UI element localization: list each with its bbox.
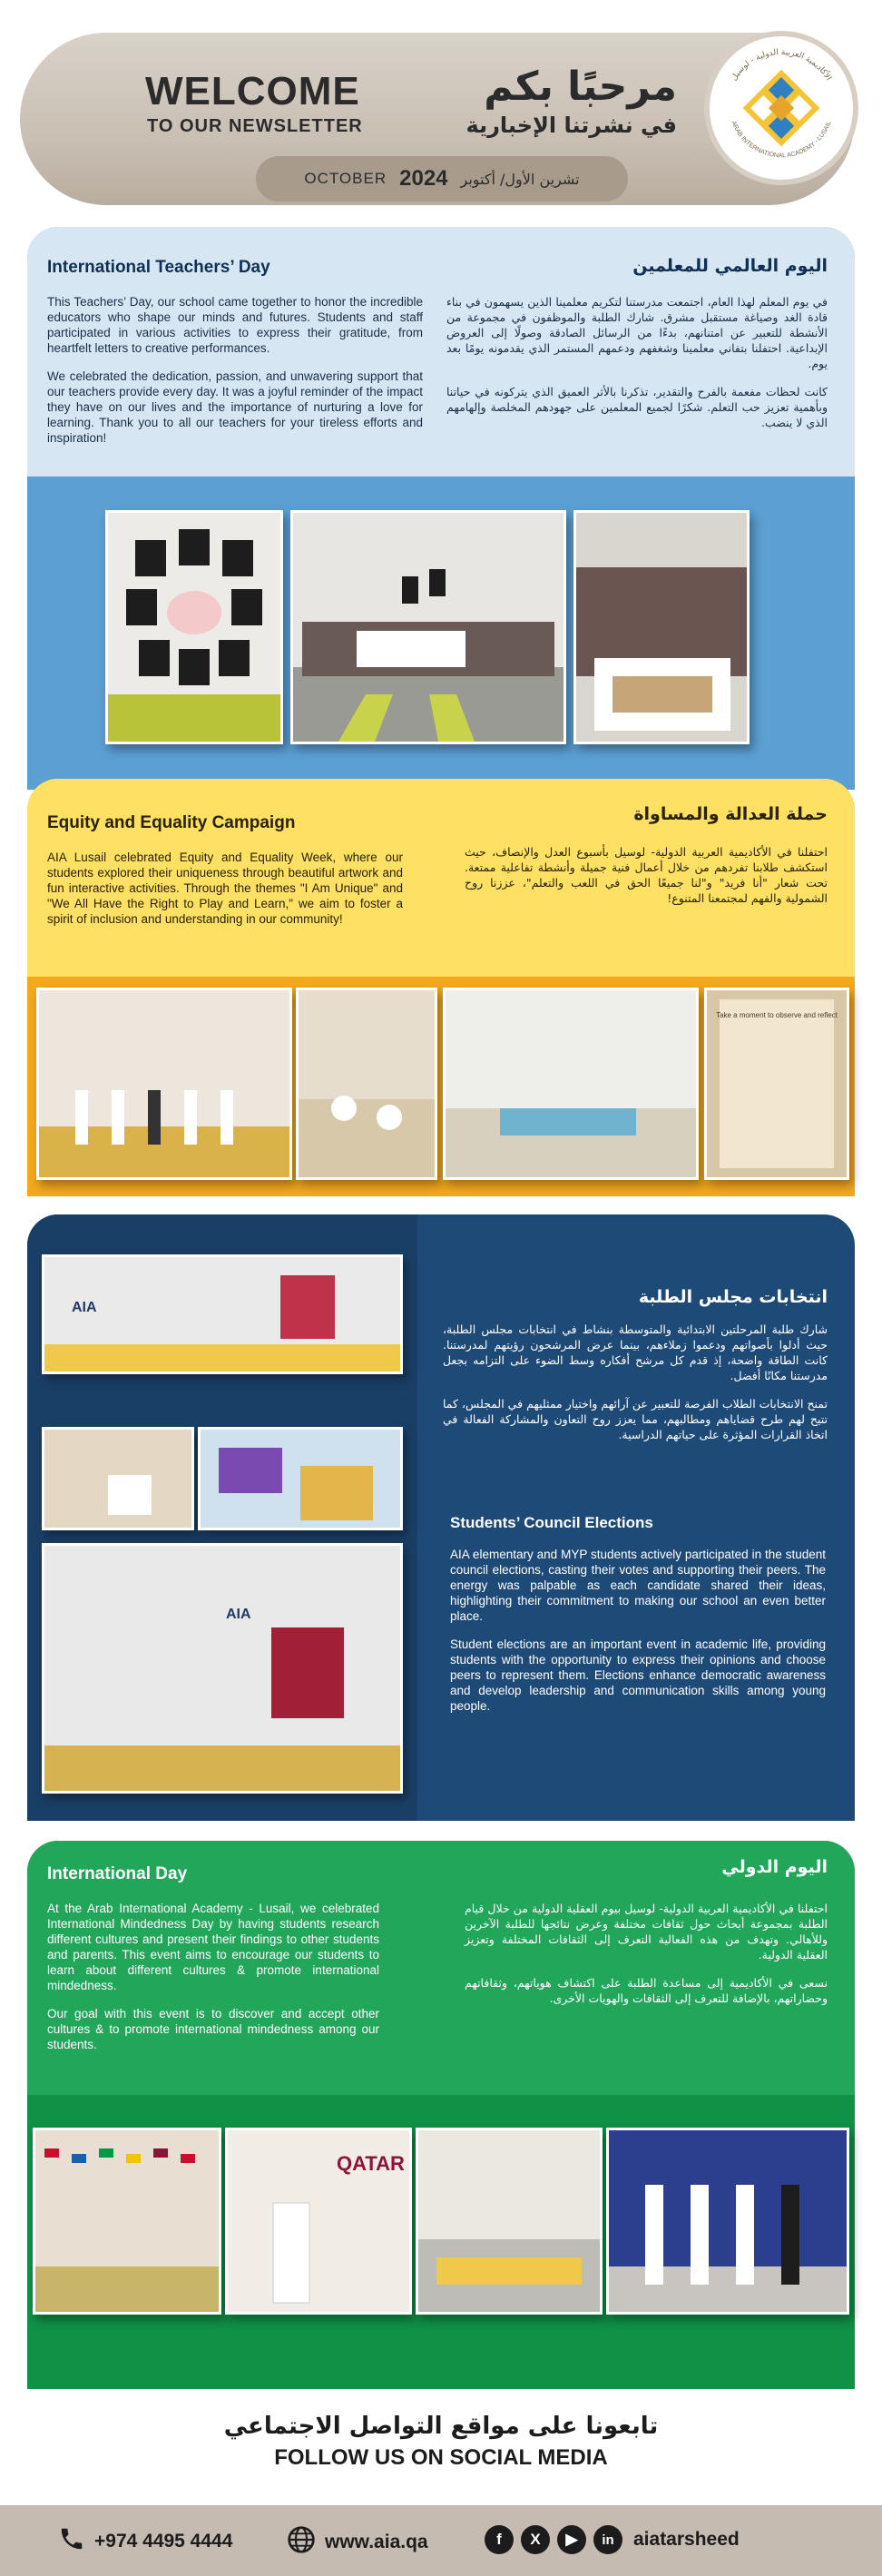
phone-icon xyxy=(58,2525,85,2558)
svg-text:AIA: AIA xyxy=(226,1607,251,1622)
teachers-photo-2 xyxy=(290,510,566,744)
intl-day-title-ar: اليوم الدولي xyxy=(721,1857,828,1877)
intl-day-text-ar xyxy=(465,1901,828,2019)
phone-contact[interactable] xyxy=(58,2525,232,2558)
council-paragraph: AIA elementary and MYP students actively participated in the student council elections, casting their votes and supporting their peers. The energy was palpable as each candidate shared their ideas, highlighting their commitment to making our school an even better place. xyxy=(450,1548,826,1623)
phone-number: +974 4495 4444 xyxy=(94,2531,233,2551)
teachers-day-text-ar xyxy=(446,294,828,443)
photo-students-presenting-icon xyxy=(609,2130,847,2312)
school-logo xyxy=(704,31,858,185)
equity-photo-1 xyxy=(36,988,292,1180)
teachers-photo-1 xyxy=(105,510,283,744)
photo-qatar-booth-icon xyxy=(228,2130,409,2312)
teachers-day-paragraph: This Teachers’ Day, our school came together to honor the incredible educators who shape our minds and futures. Students and staff participated in various activities to express their gratitude, from heartfelt letters to creative performances. xyxy=(47,295,423,355)
photo-group-teachers-icon xyxy=(293,513,564,742)
intl-day-paragraph-ar: احتفلنا في الأكاديمية العربية الدولية- لوسيل بيوم العقلية الدولية من خلال قيام الطلبة بمجموعة أبحاث حول ثقافات مختلفة وعرض نتائجها للطلبة الآخرين وللأهالي. وتهدف من هذه الفعالية التعرف إلى الثقافات المختلفة وتعزيز العقلية الدولية. xyxy=(465,1902,828,1961)
teachers-day-paragraph: We celebrated the dedication, passion, and unwavering support that our teachers provide every day. It was a joyful reminder of the impact they have on our lives and the importance of nurturing a love for learning. Thank you to all our teachers for your tireless efforts and inspiration! xyxy=(47,369,423,445)
social-handle[interactable]: aiatarsheed xyxy=(633,2529,740,2550)
website-url: www.aia.qa xyxy=(325,2532,428,2552)
svg-text:QATAR: QATAR xyxy=(337,2152,405,2175)
social-links xyxy=(485,2525,740,2554)
svg-text:Take a moment to observe and r: Take a moment to observe and reflect xyxy=(716,1011,838,1019)
equity-paragraph: AIA Lusail celebrated Equity and Equality Week, where our students explored their uniqueness through beautiful artwork and fun interactive activities. Through the themes "I Am Unique" and "We All Have the Right to Play and Learn," we aim to foster a spirit of inclusion and understanding in our community! xyxy=(47,850,403,926)
equity-photo-3 xyxy=(443,988,699,1180)
teachers-day-title-ar: اليوم العالمي للمعلمين xyxy=(632,256,828,276)
equity-photo-4 xyxy=(704,988,849,1180)
photo-audience-icon xyxy=(418,2130,600,2312)
council-title-ar: انتخابات مجلس الطلبة xyxy=(638,1287,828,1307)
issue-month: OCTOBER xyxy=(304,170,387,187)
intl-day-paragraph-ar: نسعى في الأكاديمية إلى مساعدة الطلبة على اكتشاف هوياتهم، وثقافاتهم وحضاراتهم، بالإضافة للتعرف إلى الثقافات والهويات الأخرى. xyxy=(465,1976,828,2005)
teachers-photo-3 xyxy=(573,510,750,744)
teachers-day-paragraph-ar: في يوم المعلم لهذا العام، اجتمعت مدرستنا لتكريم معلمينا الذين يسهمون في بناء قادة الغد وصياغة مستقبل مشرق. شارك الطلبة والموظفون في مجموعة من الأنشطة للتعبير عن امتنانهم، بدءًا من الرسائل الصادقة وصولًا إلى العروض الإبداعية. احتفلنا بتفاني معلمينا وشغفهم ودعمهم المستمر الذي يقدمونه يومًا بعد يوم. xyxy=(446,295,828,370)
newsletter-subtitle: TO OUR NEWSLETTER xyxy=(147,116,363,136)
follow-us-title-ar: تابعونا على مواقع التواصل الاجتماعي xyxy=(223,2413,659,2440)
intl-day-photo-4 xyxy=(606,2128,849,2315)
council-photo-2 xyxy=(42,1427,194,1530)
youtube-icon[interactable]: ▶ xyxy=(557,2525,586,2554)
issue-date xyxy=(256,156,628,202)
photo-ballot-box-icon xyxy=(44,1430,191,1528)
intl-day-photo-1 xyxy=(33,2128,221,2315)
photo-classroom-activity-icon xyxy=(446,990,696,1177)
photo-classroom-icon xyxy=(299,990,435,1177)
photo-cake-cutting-icon xyxy=(576,513,747,742)
website-link[interactable] xyxy=(287,2525,428,2560)
teachers-day-text xyxy=(47,294,423,458)
teachers-day-paragraph-ar: كانت لحظات مفعمة بالفرح والتقدير، تذكرنا بالأثر العميق الذي يتركونه في حياتنا وبأهمية تعزيز حب التعلم. شكرًا لجميع المعلمين على جهودهم المخلصة وإلهامهم الذي لا ينضب. xyxy=(446,385,828,429)
photo-flags-hall-icon xyxy=(35,2130,219,2312)
council-photo-1 xyxy=(42,1254,403,1374)
intl-day-paragraph: Our goal with this event is to discover and accept other cultures & to promote international mindedness among our students. xyxy=(47,2007,379,2051)
svg-text:ARAB INTERNATIONAL ACADEMY - L: ARAB INTERNATIONAL ACADEMY - LUSAIL xyxy=(730,120,833,160)
photo-poster-icon xyxy=(707,990,847,1177)
photo-artwork-wall-icon xyxy=(108,513,280,742)
follow-us-title: FOLLOW US ON SOCIAL MEDIA xyxy=(274,2445,608,2470)
council-text xyxy=(450,1547,826,1726)
globe-icon xyxy=(287,2525,316,2560)
logo-emblem-icon xyxy=(710,36,853,180)
x-icon[interactable]: X xyxy=(521,2525,550,2554)
photo-students-group-icon xyxy=(44,1546,400,1791)
equity-text-ar xyxy=(465,844,828,919)
photo-students-line-icon xyxy=(39,990,289,1177)
equity-title-ar: حملة العدالة والمساواة xyxy=(633,804,828,824)
intl-day-title: International Day xyxy=(47,1864,188,1883)
photo-candidates-icon xyxy=(201,1430,400,1528)
svg-text:AIA: AIA xyxy=(72,1300,97,1315)
equity-photo-2 xyxy=(296,988,437,1180)
equity-paragraph-ar: احتفلنا في الأكاديمية العربية الدولية- لوسيل بأسبوع العدل والإنصاف، حيث استكشف طلابنا تفردهم من خلال أعمال فنية جميلة وأنشطة تفاعلية ممتعة. تحت شعار "أنا فريد" و"لنا جميعًا الحق في اللعب والتعلم"، عززنا روح الشمولية والفهم لمجتمعنا المتنوع! xyxy=(465,845,828,905)
welcome-title-ar: مرحبًا بكم xyxy=(484,64,677,110)
intl-day-photo-3 xyxy=(416,2128,603,2315)
council-text-ar xyxy=(443,1322,828,1455)
facebook-icon[interactable]: f xyxy=(485,2525,514,2554)
council-photo-3 xyxy=(198,1427,403,1530)
equity-text xyxy=(47,850,403,939)
intl-day-text xyxy=(47,1901,379,2065)
issue-month-ar: تشرين الأول/ أكتوبر xyxy=(460,170,580,188)
council-paragraph-ar: شارك طلبة المرحلتين الابتدائية والمتوسطة بنشاط في انتخابات مجلس الطلبة، حيث أدلوا بأصواتهم ودعموا زملاءهم، بينما عرض المرشحون رؤيتهم لمدرستنا. كانت الطاقة واضحة، إذ قدم كل مرشح أفكاره وسط الضوء على التزامه بجعل مدرستنا مكانًا أفضل. xyxy=(443,1322,828,1382)
council-paragraph: Student elections are an important event in academic life, providing students with the opportunity to express their opinions and choose peers to represent them. Elections enhance democratic awareness and develop leadership and communication skills among young people. xyxy=(450,1637,826,1713)
issue-year: 2024 xyxy=(399,166,448,191)
teachers-day-title: International Teachers’ Day xyxy=(47,258,270,277)
intl-day-photo-2 xyxy=(225,2128,412,2315)
equity-title: Equity and Equality Campaign xyxy=(47,813,296,832)
council-title: Students’ Council Elections xyxy=(450,1514,653,1531)
svg-text:الأكاديمية العربية الدولية - ل: الأكاديمية العربية الدولية - لوسيل xyxy=(730,47,833,83)
intl-day-paragraph: At the Arab International Academy - Lusail, we celebrated International Mindedness Day by having students research different cultures and present their findings to other students and parents. This event aims to encourage our students to learn about different cultures & promote international mindedness. xyxy=(47,1902,379,1992)
council-paragraph-ar: تمنح الانتخابات الطلاب الفرصة للتعبير عن آرائهم واختيار ممثليهم في المجلس، كما تتيح لهم طرح قضاياهم ومطالبهم، مما يعزز روح التعاون والمشاركة الفعالة في اتخاذ القرارات المؤثرة على حياتهم الدراسية. xyxy=(443,1397,828,1441)
council-photo-4 xyxy=(42,1543,403,1794)
newsletter-subtitle-ar: في نشرتنا الإخبارية xyxy=(466,113,677,138)
welcome-title: WELCOME xyxy=(145,69,360,113)
linkedin-icon[interactable]: in xyxy=(593,2525,622,2554)
photo-election-board-icon xyxy=(44,1257,400,1372)
